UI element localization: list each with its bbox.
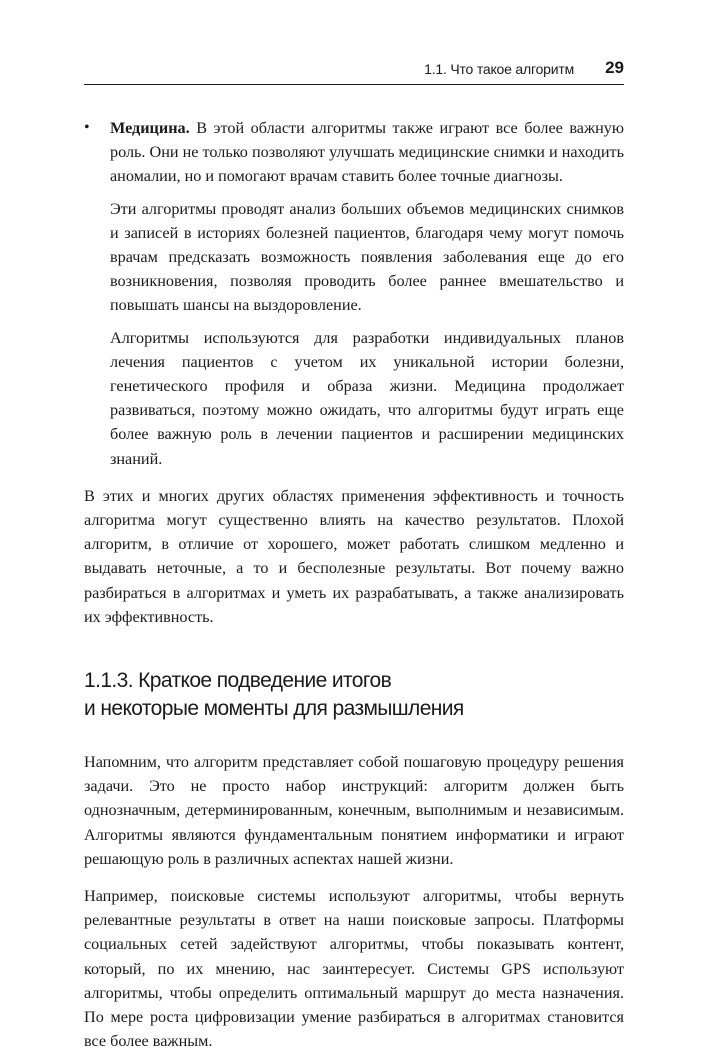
page-number: 29 <box>605 58 624 77</box>
bullet-paragraph-3: Алгоритмы используются для разработки индивидуальных планов лечения пациентов с учетом их уникальной истории болезни, генетического профиля и образа жизни. Медицина продолжает развиваться, поэтому можно ожидать, что алгоритмы будут играть еще более важную роль в лечении пациентов и расширении медицинских знаний. <box>110 328 624 468</box>
page-header <box>84 58 624 85</box>
body-paragraph-efficiency: В этих и многих других областях применения эффективность и точность алгоритма могут существенно влиять на качество результатов. Плохой алгоритм, в отличие от хорошего, может работать слишком медленно и выдавать неточные, а то и бесполезные результаты. Вот почему важно разбираться в алгоритмах и уметь их разрабатывать, а также анализировать их эффективность. <box>84 486 624 626</box>
bullet-term: Медицина. <box>110 119 190 137</box>
section-heading-line-2: и некоторые моменты для размышления <box>84 697 464 721</box>
bullet-paragraph-2: Эти алгоритмы проводят анализ больших объемов медицинских снимков и записей в историях болезней пациентов, благодаря чему могут помочь врачам предсказать возможность появления заболевания еще до его возникновения, позволяя проводить более раннее вмешательство и повышать шансы на выздоровление. <box>110 199 624 315</box>
running-title: 1.1. Что такое алгоритм <box>424 61 574 77</box>
bullet-item-medicine <box>84 116 624 471</box>
bullet-intro-text: В этой области алгоритмы также играют все более важную роль. Они не только позволяют улучшать медицинские снимки и находить аномалии, но и помогают врачам ставить более точные диагнозы. <box>110 119 624 186</box>
page-body <box>84 116 624 1054</box>
section-paragraph-2: Например, поисковые системы используют алгоритмы, чтобы вернуть релевантные результаты в ответ на наши поисковые запросы. Платформы социальных сетей задействуют алгоритмы, чтобы показывать контент, который, по их мнению, нас заинтересует. Системы GPS используют алгоритмы, чтобы определить оптимальный маршрут до места назначения. По мере роста цифровизации умение разбираться в алгоритмах становится все более важным. <box>84 887 624 1051</box>
section-heading-line-1: 1.1.3. Краткое подведение итогов <box>84 669 392 693</box>
bullet-marker: • <box>84 119 90 136</box>
bullet-intro-paragraph <box>110 116 624 189</box>
section-heading <box>84 667 624 723</box>
section-paragraph-1: Напомним, что алгоритм представляет собой пошаговую процедуру решения задачи. Это не просто набор инструкций: алгоритм должен быть однозначным, детерминированным, конечным, выполнимым и независимым. Алгоритмы являются фундаментальным понятием информатики и играют решающую роль в различных аспектах нашей жизни. <box>84 753 624 868</box>
